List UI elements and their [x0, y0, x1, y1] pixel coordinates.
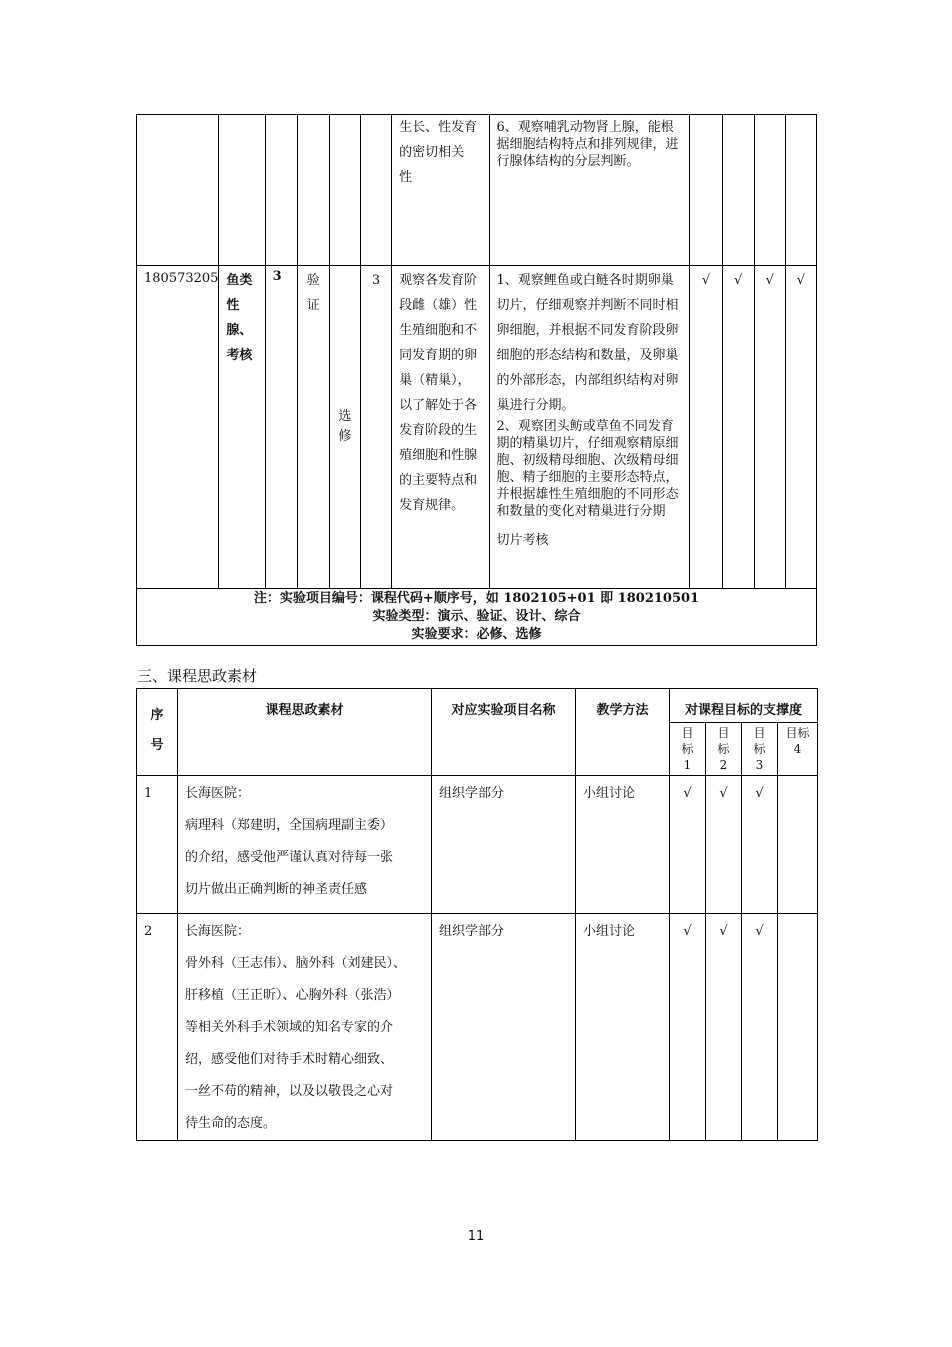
goal-check — [778, 914, 818, 1141]
header-project: 对应实验项目名称 — [432, 689, 576, 776]
header-row — [137, 689, 818, 723]
goal-check — [778, 776, 818, 914]
table-row — [137, 266, 817, 589]
header-goal: 目标1 — [670, 723, 706, 776]
section-title: 三、课程思政素材 — [137, 667, 258, 685]
group-size: 3 — [360, 266, 391, 589]
project-requirement: 选修 — [329, 266, 360, 589]
project-name: 鱼类性腺、考核 — [219, 266, 265, 589]
table-row — [137, 115, 817, 266]
row-method: 小组讨论 — [576, 776, 670, 914]
note-line: 注：实验项目编号：课程代码+顺序号，如 1802105+01 即 180210501 — [253, 591, 700, 606]
note-line: 实验类型：演示、验证、设计、综合 — [372, 609, 581, 624]
goal-check: √ — [670, 914, 706, 1141]
row-material: 长海医院： 骨外科（王志伟）、脑外科（刘建民）、 肝移植（王正昕）、心胸外科（张浩） 等相关外科手术领域的知名专家的介 绍，感受他们对待手术时精心细致、 一丝不苟的精神，以及以敬畏之心对 待生命的态度。 — [178, 914, 432, 1141]
goal-check: √ — [722, 266, 754, 589]
row-project: 组织学部分 — [432, 776, 576, 914]
page-number: 11 — [467, 1229, 485, 1244]
row-seq: 2 — [137, 914, 178, 1141]
table-row — [137, 776, 818, 914]
objective-cell: 生长、性发育 的密切相关 性 — [392, 115, 489, 266]
goal-check: √ — [706, 914, 742, 1141]
goal-check: √ — [706, 776, 742, 914]
header-seq: 序号 — [137, 689, 178, 776]
header-method: 教学方法 — [576, 689, 670, 776]
notes-row — [137, 589, 817, 646]
header-goal: 目标4 — [778, 723, 818, 776]
content-cell: 6、观察哺乳动物肾上腺，能根据细胞结构特点和排列规律，进行腺体结构的分层判断。 — [489, 115, 690, 266]
project-objective: 观察各发育阶段雌（雄）性生殖细胞和不同发育期的卵巢（精巢），以了解处于各发育阶段的生殖细胞和性腺的主要特点和发育规律。 — [392, 266, 489, 589]
content-item-2: 2、观察团头鲂或草鱼不同发育期的精巢切片，仔细观察精原细胞、初级精母细胞、次级精母细胞、精子细胞的主要形态特点，并根据雄性生殖细胞的不同形态和数量的变化对精巢进行分期 — [496, 419, 679, 519]
project-code: 180573205 — [137, 266, 219, 589]
table-notes — [137, 589, 817, 646]
project-content — [489, 266, 690, 589]
header-material: 课程思政素材 — [178, 689, 432, 776]
project-type: 验证 — [297, 266, 329, 589]
goal-check: √ — [742, 776, 778, 914]
header-goal: 目标2 — [706, 723, 742, 776]
goal-check: √ — [670, 776, 706, 914]
table-row — [137, 914, 818, 1141]
note-line: 实验要求：必修、选修 — [411, 627, 542, 642]
goal-check: √ — [785, 266, 816, 589]
header-support: 对课程目标的支撑度 — [670, 689, 818, 723]
header-goal: 目标3 — [742, 723, 778, 776]
row-project: 组织学部分 — [432, 914, 576, 1141]
row-material: 长海医院： 病理科（郑建明，全国病理副主委） 的介绍，感受他严谨认真对待每一张 切片做出正确判断的神圣责任感 — [178, 776, 432, 914]
experiment-table — [136, 114, 817, 646]
goal-check: √ — [742, 914, 778, 1141]
content-item-3: 切片考核 — [496, 533, 549, 548]
project-hours: 3 — [265, 266, 297, 589]
ideology-table — [136, 688, 818, 1141]
row-seq: 1 — [137, 776, 178, 914]
row-method: 小组讨论 — [576, 914, 670, 1141]
goal-check: √ — [754, 266, 785, 589]
content-item-1: 1、观察鲤鱼或白鲢各时期卵巢切片，仔细观察并判断不同时相卵细胞，并根据不同发育阶段卵细胞的形态结构和数量，及卵巢的外部形态，内部组织结构对卵巢进行分期。 — [496, 273, 679, 413]
goal-check: √ — [690, 266, 722, 589]
